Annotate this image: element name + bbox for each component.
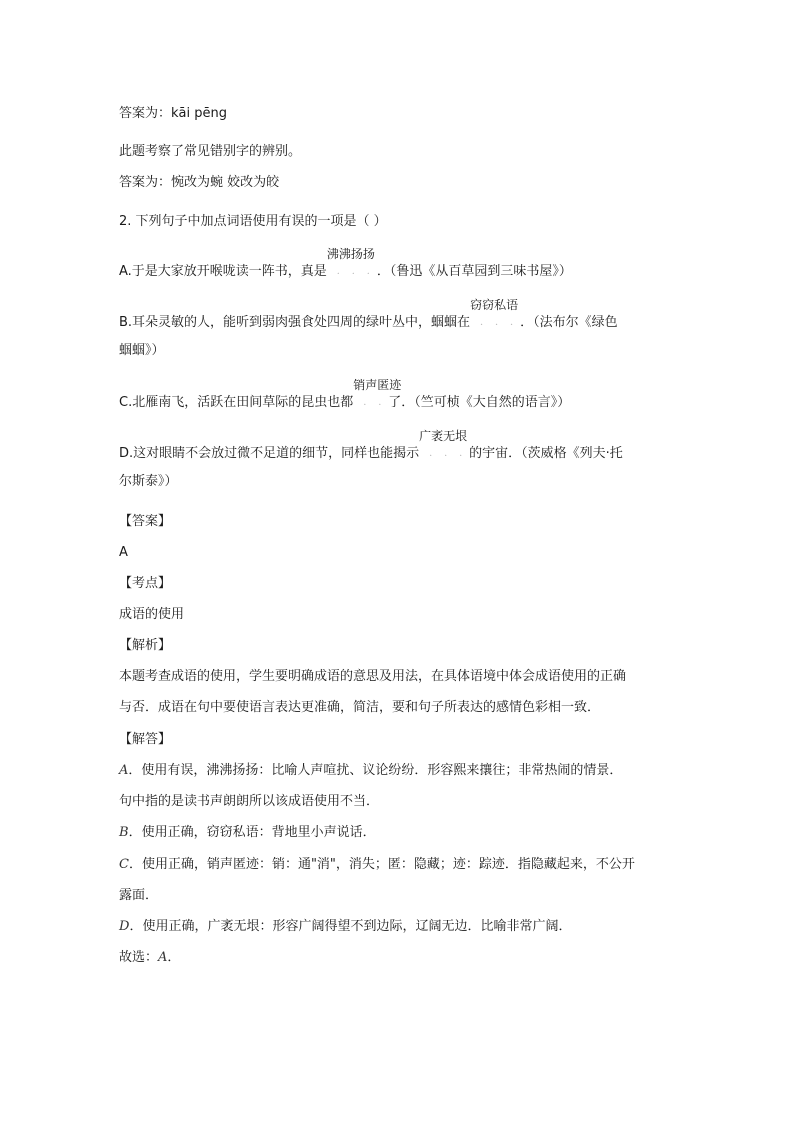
option-b-continued: 蝈蝈》） — [119, 343, 165, 358]
option-a-idiom-text: 沸沸扬扬 — [326, 247, 375, 261]
question-stem: 2. 下列句子中加点词语使用有误的一项是（ ） — [119, 214, 387, 229]
solution-d-letter: D — [119, 919, 130, 934]
option-a-after: ．（鲁迅《从百草园到三味书屋》） — [376, 264, 572, 279]
answer-line-1: 答案为：kāi pēng — [119, 106, 227, 121]
solution-d — [119, 917, 571, 937]
point-value: 成语的使用 — [119, 607, 185, 622]
option-c-before: C.北雁南飞，活跃在田间草际的昆虫也都 — [119, 395, 354, 410]
option-b-after: ．（法布尔《绿色 — [520, 315, 618, 330]
solution-a-text: ．使用有误，沸沸扬扬：比喻人声喧扰、议论纷纷．形容熙来攘往；非常热闹的情景． — [128, 763, 623, 778]
final-choice — [119, 948, 180, 968]
option-c-after: 了．（竺可桢《大自然的语言》） — [388, 395, 571, 410]
analysis-line-2: 与否．成语在句中要使语言表达更准确，简洁，要和句子所表达的感情色彩相一致． — [119, 700, 601, 715]
solution-a-line-2: 句中指的是读书声朗朗所以该成语使用不当． — [119, 794, 380, 809]
option-b-idiom — [470, 298, 521, 333]
option-d-after: 的宇宙．（茨威格《列夫·托 — [469, 446, 623, 461]
option-a — [119, 247, 572, 282]
solution-d-text: ．使用正确，广袤无垠：形容广阔得望不到边际，辽阔无边．比喻非常广阔． — [129, 919, 572, 934]
solution-c-line-2: 露面． — [119, 888, 159, 903]
point-heading: 【考点】 — [119, 576, 172, 591]
solution-c-line-1 — [119, 855, 635, 875]
option-c-idiom-text: 销声匿迹 — [353, 378, 402, 392]
option-d-continued: 尔斯泰》） — [119, 474, 178, 489]
option-d-idiom-text: 广袤无垠 — [419, 429, 468, 443]
final-letter: A — [158, 950, 168, 965]
option-d — [119, 429, 623, 464]
final-suffix: ． — [167, 950, 181, 965]
solution-heading: 【解答】 — [119, 732, 172, 747]
option-c — [119, 378, 571, 413]
option-b-before: B.耳朵灵敏的人，能听到弱肉强食处四周的绿叶丛中，蝈蝈在 — [119, 315, 471, 330]
solution-c-text: ．使用正确，销声匿迹：销：通"消"，消失；匿：隐藏；迹：踪迹．指隐藏起来，不公开 — [128, 857, 635, 872]
analysis-line-1: 本题考查成语的使用，学生要明确成语的意思及用法，在具体语境中体会成语使用的正确 — [119, 669, 627, 684]
solution-b — [119, 823, 376, 843]
final-prefix: 故选： — [119, 950, 159, 965]
option-c-idiom — [353, 378, 402, 413]
solution-a-letter: A — [119, 763, 129, 778]
solution-c-letter: C — [119, 857, 129, 872]
option-a-blank: ． ． ． — [326, 266, 377, 277]
option-b-blank: ． ． ． — [470, 317, 521, 328]
solution-b-text: ．使用正确，窃窃私语：背地里小声说话． — [128, 825, 376, 840]
answer-value: A — [119, 545, 128, 560]
note-line: 此题考察了常见错别字的辨别。 — [119, 144, 302, 159]
solution-a-line-1 — [119, 761, 622, 781]
option-a-idiom — [326, 247, 377, 282]
option-b-idiom-text: 窃窃私语 — [470, 298, 519, 312]
option-c-blank: ． ． — [353, 397, 389, 408]
option-d-blank: ． ． ． — [419, 448, 470, 459]
solution-b-letter: B — [119, 825, 129, 840]
option-d-idiom — [419, 429, 470, 464]
answer-heading: 【答案】 — [119, 514, 172, 529]
analysis-heading: 【解析】 — [119, 638, 172, 653]
option-b — [119, 298, 618, 333]
answer-line-2: 答案为：惋改为蜿 姣改为皎 — [119, 175, 280, 190]
option-a-before: A.于是大家放开喉咙读一阵书，真是 — [119, 264, 327, 279]
option-d-before: D.这对眼睛不会放过微不足道的细节，同样也能揭示 — [119, 446, 420, 461]
